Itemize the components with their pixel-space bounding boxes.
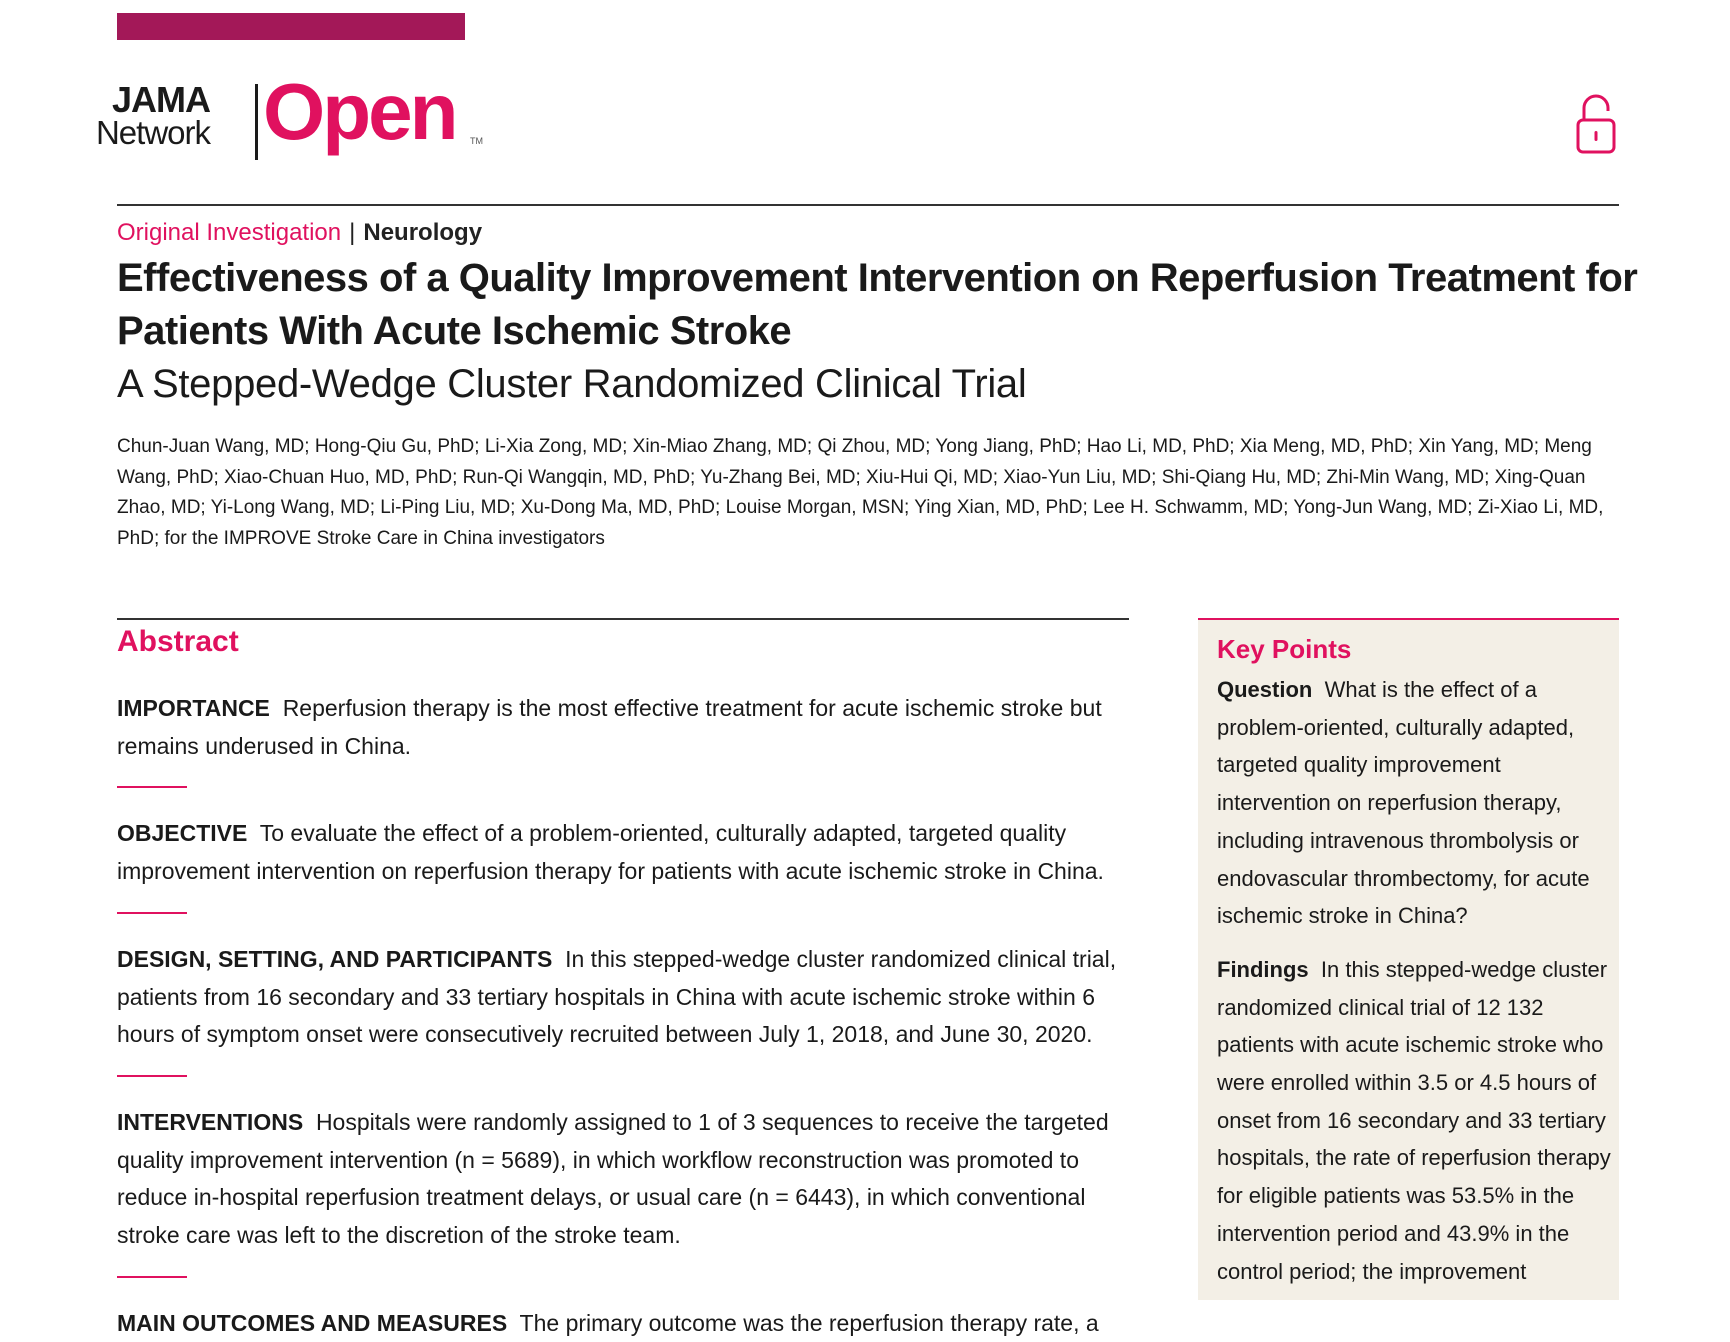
- logo-divider: [255, 84, 258, 160]
- logo-jama: JAMA: [111, 79, 210, 120]
- key-points-box: [1198, 618, 1619, 1300]
- logo-trademark: TM: [470, 136, 483, 146]
- section-text: Reperfusion therapy is the most effective treatment for acute ischemic stroke but remains underused in China.: [117, 695, 1102, 759]
- section-text: The primary outcome was the reperfusion therapy rate, a: [519, 1309, 1099, 1336]
- key-point-text: In this stepped-wedge cluster randomized clinical trial of 12 132 patients with acute ischemic stroke who were enrolled within 3.5 or 4.5 hours of onset from 16 secondary and 33 tertiary hospitals, the rate of reperfusion therapy for eligible patients was 53.5% in the intervention period and 43.9% in the control period; the improvement: [1217, 956, 1611, 1284]
- section-label: IMPORTANCE: [117, 695, 270, 721]
- key-point-findings: [1217, 951, 1612, 1290]
- section-divider: [117, 1276, 187, 1278]
- section-divider: [117, 912, 187, 914]
- section-label: DESIGN, SETTING, AND PARTICIPANTS: [117, 945, 553, 972]
- article-title: Effectiveness of a Quality Improvement Intervention on Reperfusion Treatment for Patients With Acute Ischemic Stroke: [117, 256, 1638, 353]
- article-subtitle: A Stepped-Wedge Cluster Randomized Clinical Trial: [117, 362, 1027, 406]
- header-rule: [117, 204, 1619, 206]
- section-label: OBJECTIVE: [117, 820, 248, 847]
- abstract-section-objective: [117, 815, 1129, 890]
- jama-network-open-logo: [95, 67, 496, 165]
- abstract-section-importance: [117, 690, 1129, 765]
- key-point-label: Question: [1217, 677, 1313, 702]
- section-divider: [117, 786, 187, 788]
- logo-open: Open: [263, 67, 456, 156]
- abstract-body: [117, 690, 1129, 1342]
- section-text: In this stepped-wedge cluster randomized clinical trial, patients from 16 secondary and 33 tertiary hospitals in China with acute ischemic stroke within 6 hours of symptom onset were consecutively recruited between July 1, 2018, and June 30, 2020.: [117, 945, 1117, 1048]
- abstract-section-outcomes: [117, 1305, 1129, 1342]
- top-color-bar: [117, 13, 465, 40]
- abstract-section-interventions: [117, 1104, 1129, 1255]
- category-separator: |: [349, 219, 356, 246]
- article-category: [117, 218, 482, 248]
- key-points-body: [1217, 671, 1612, 1290]
- logo-network: Network: [95, 114, 210, 151]
- key-point-label: Findings: [1217, 956, 1309, 982]
- author-list: Chun-Juan Wang, MD; Hong-Qiu Gu, PhD; Li-Xia Zong, MD; Xin-Miao Zhang, MD; Qi Zhou, MD; Yong Jiang, PhD; Hao Li, MD, PhD; Xia Meng, MD, PhD; Xin Yang, MD; Meng Wang, PhD; Xiao-Chuan Huo, MD, PhD; Run-Qi Wangqin, MD, PhD; Yu-Zhang Bei, MD; Xiu-Hui Qi, MD; Xiao-Yun Liu, MD; Shi-Qiang Hu, MD; Zhi-Min Wang, MD; Xing-Quan Zhao, MD; Yi-Long Wang, MD; Li-Ping Liu, MD; Xu-Dong Ma, MD, PhD; Louise Morgan, MSN; Ying Xian, MD, PhD; Lee H. Schwamm, MD; Yong-Jun Wang, MD; Zi-Xiao Li, MD, PhD; for the IMPROVE Stroke Care in China investigators: [117, 436, 1604, 549]
- abstract-section-design: [117, 941, 1129, 1054]
- section-label: MAIN OUTCOMES AND MEASURES: [117, 1309, 508, 1336]
- open-lock-icon: [1576, 92, 1616, 154]
- key-points-heading: Key Points: [1217, 634, 1352, 664]
- abstract-heading: Abstract: [117, 625, 239, 658]
- key-point-question: [1217, 671, 1612, 935]
- abstract-rule: [117, 618, 1129, 620]
- key-point-text: What is the effect of a problem-oriented, culturally adapted, targeted quality improvement intervention on reperfusion therapy, including intravenous thrombolysis or endovascular thrombectomy, for acute ischemic stroke in China?: [1217, 677, 1590, 929]
- section-divider: [117, 1075, 187, 1077]
- section-label: INTERVENTIONS: [117, 1108, 304, 1135]
- section-text: To evaluate the effect of a problem-oriented, culturally adapted, targeted quality improvement intervention on reperfusion therapy for patients with acute ischemic stroke in China.: [117, 820, 1104, 885]
- article-type: Original Investigation: [117, 219, 342, 246]
- section-text: Hospitals were randomly assigned to 1 of 3 sequences to receive the targeted quality improvement intervention (n = 5689), in which workflow reconstruction was promoted to reduce in-hospital reperfusion treatment delays, or usual care (n = 6443), in which conventional stroke care was left to the discretion of the stroke team.: [117, 1108, 1109, 1249]
- article-field: Neurology: [363, 219, 483, 246]
